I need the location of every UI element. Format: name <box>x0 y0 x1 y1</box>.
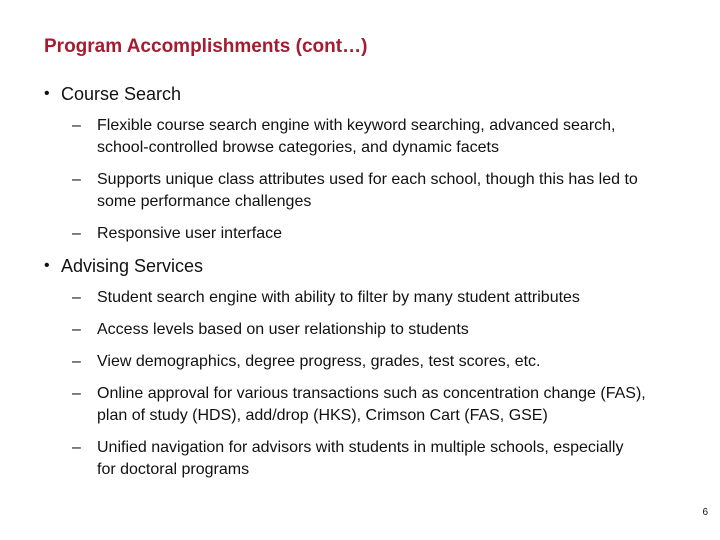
section-heading-label: Course Search <box>61 84 182 104</box>
section-heading-course-search <box>44 83 684 105</box>
list-item <box>44 223 684 245</box>
list-item <box>44 115 617 159</box>
dash-icon: – <box>72 353 81 370</box>
section-heading-advising-services <box>44 255 684 277</box>
dash-icon: – <box>72 117 81 134</box>
dash-icon: – <box>72 225 81 242</box>
list-item-text: Supports unique class attributes used for each school, though this has led to some performance challenges <box>97 171 638 210</box>
list-item-text: Responsive user interface <box>97 225 282 242</box>
list-item <box>44 169 667 213</box>
dash-icon: – <box>72 289 81 306</box>
page-number: 6 <box>702 507 708 518</box>
dash-icon: – <box>72 439 81 456</box>
list-item-text: View demographics, degree progress, grades, test scores, etc. <box>97 353 541 370</box>
list-item <box>44 383 667 427</box>
advising-services-list <box>44 287 684 481</box>
list-item <box>44 437 637 481</box>
bullet-icon: • <box>44 257 50 274</box>
dash-icon: – <box>72 385 81 402</box>
dash-icon: – <box>72 171 81 188</box>
list-item-text: Unified navigation for advisors with students in multiple schools, especially for doctoral programs <box>97 439 624 478</box>
list-item-text: Flexible course search engine with keyword searching, advanced search, school-controlled browse categories, and dynamic facets <box>97 117 616 156</box>
list-item <box>44 351 684 373</box>
slide-title: Program Accomplishments (cont…) <box>44 36 368 57</box>
list-item <box>44 287 684 309</box>
list-item-text: Access levels based on user relationship to students <box>97 321 469 338</box>
course-search-list <box>44 115 684 245</box>
list-item-text: Student search engine with ability to filter by many student attributes <box>97 289 580 306</box>
section-heading-label: Advising Services <box>61 256 204 276</box>
list-item-text: Online approval for various transactions such as concentration change (FAS), plan of study (HDS), add/drop (HKS), Crimson Cart (FAS, GSE) <box>97 385 646 424</box>
dash-icon: – <box>72 321 81 338</box>
bullet-icon: • <box>44 85 50 102</box>
list-item <box>44 319 684 341</box>
slide-content <box>44 83 684 491</box>
